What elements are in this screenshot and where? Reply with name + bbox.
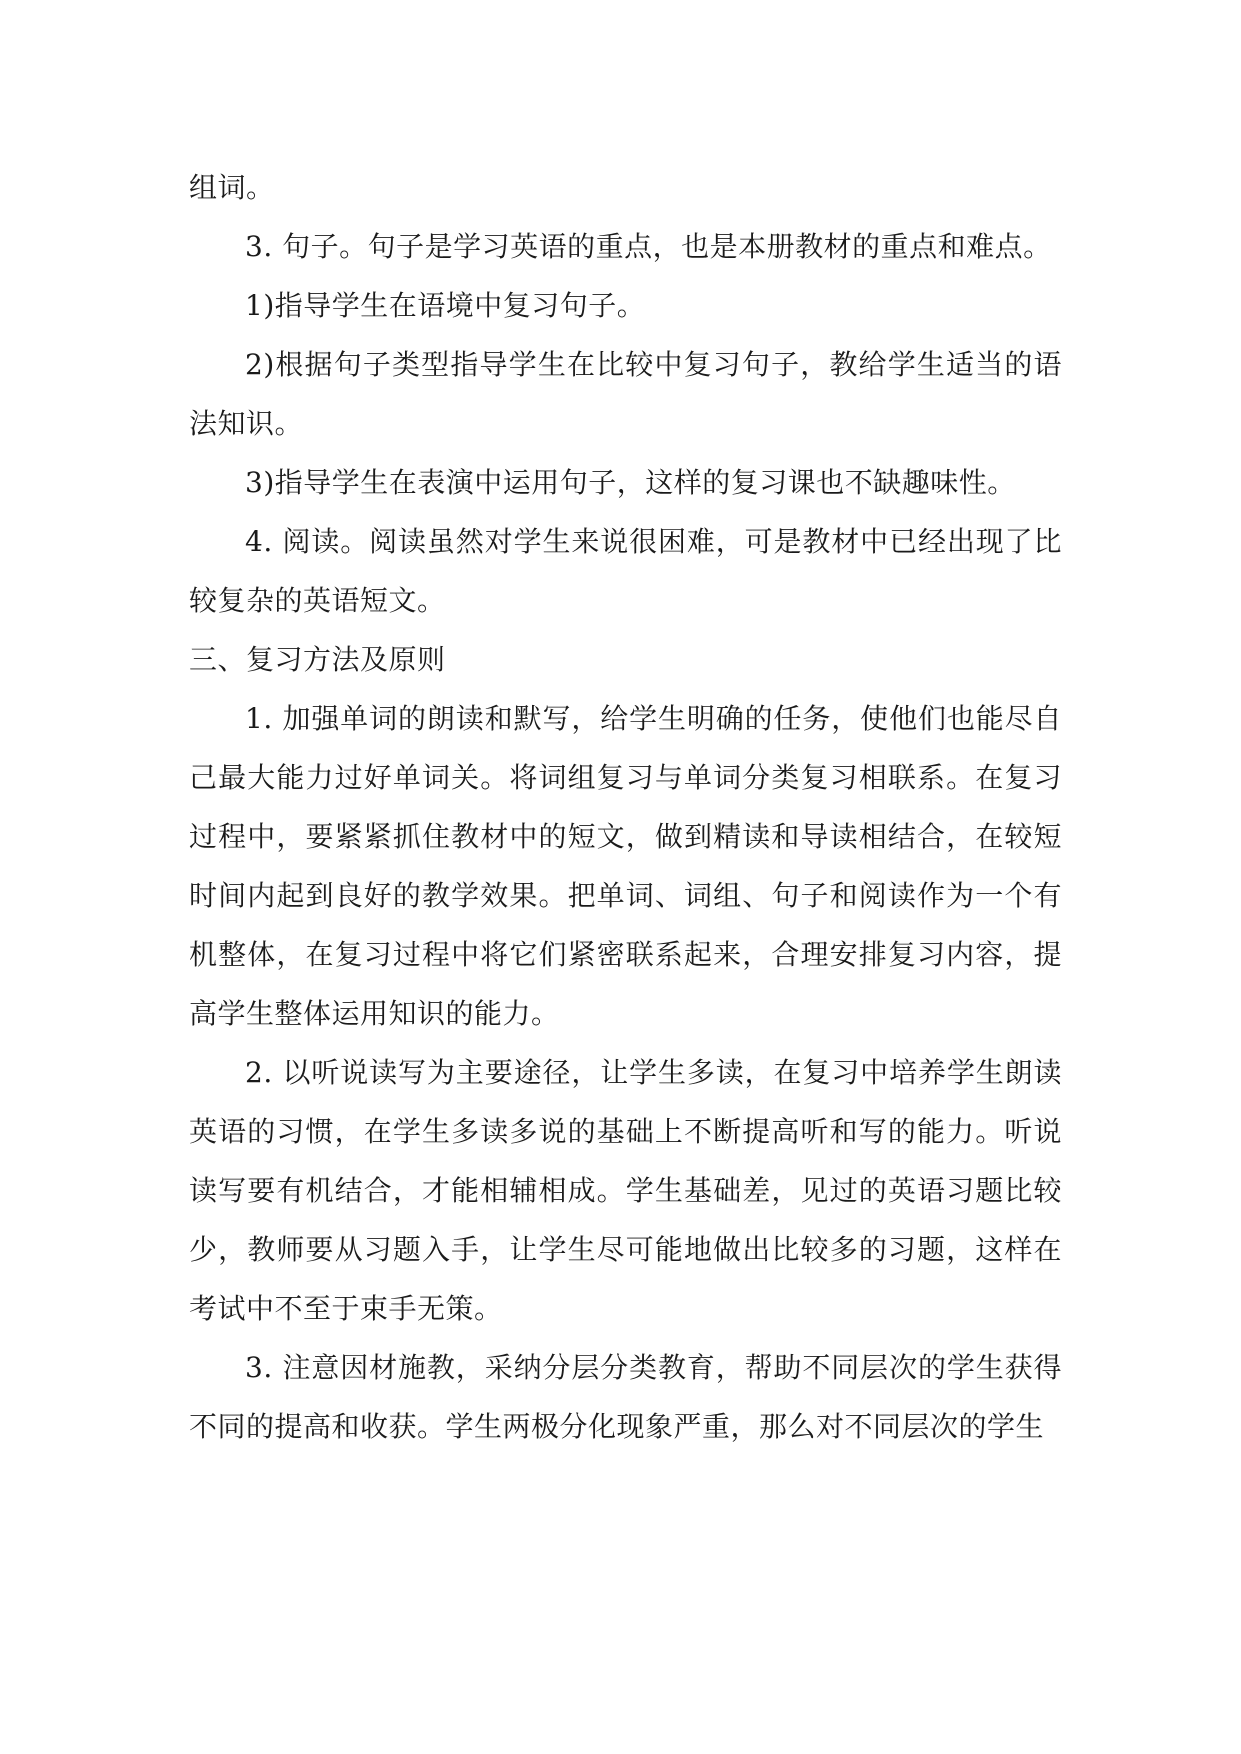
section-heading: 三、复习方法及原则 <box>189 643 446 676</box>
document-body <box>189 158 1062 1456</box>
paragraph-sentences-item-1: 1)指导学生在语境中复习句子。 <box>245 289 646 322</box>
paragraph-method-1: 1. 加强单词的朗读和默写，给学生明确的任务，使他们也能尽自己最大能力过好单词关。将词组复习与单词分类复习相联系。在复习过程中，要紧紧抓住教材中的短文，做到精读和导读相结合，在较短时间内起到良好的教学效果。把单词、词组、句子和阅读作为一个有机整体，在复习过程中将它们紧密联系起来，合理安排复习内容，提高学生整体运用知识的能力。 <box>189 702 1062 1030</box>
paragraph-sentences-item-3: 3)指导学生在表演中运用句子，这样的复习课也不缺趣味性。 <box>245 466 1016 499</box>
paragraph-method-2: 2. 以听说读写为主要途径，让学生多读，在复习中培养学生朗读英语的习惯，在学生多读多说的基础上不断提高听和写的能力。听说读写要有机结合，才能相辅相成。学生基础差，见过的英语习题比较少，教师要从习题入手，让学生尽可能地做出比较多的习题，这样在考试中不至于束手无策。 <box>189 1056 1062 1325</box>
paragraph-sentences: 3. 句子。句子是学习英语的重点，也是本册教材的重点和难点。 <box>245 230 1052 263</box>
paragraph-method-3: 3. 注意因材施教，采纳分层分类教育，帮助不同层次的学生获得不同的提高和收获。学生两极分化现象严重，那么对不同层次的学生 <box>189 1351 1062 1443</box>
paragraph-sentences-item-2: 2)根据句子类型指导学生在比较中复习句子，教给学生适当的语法知识。 <box>189 348 1062 440</box>
paragraph-reading: 4. 阅读。阅读虽然对学生来说很困难，可是教材中已经出现了比较复杂的英语短文。 <box>189 525 1062 617</box>
paragraph-continuation: 组词。 <box>189 171 275 204</box>
